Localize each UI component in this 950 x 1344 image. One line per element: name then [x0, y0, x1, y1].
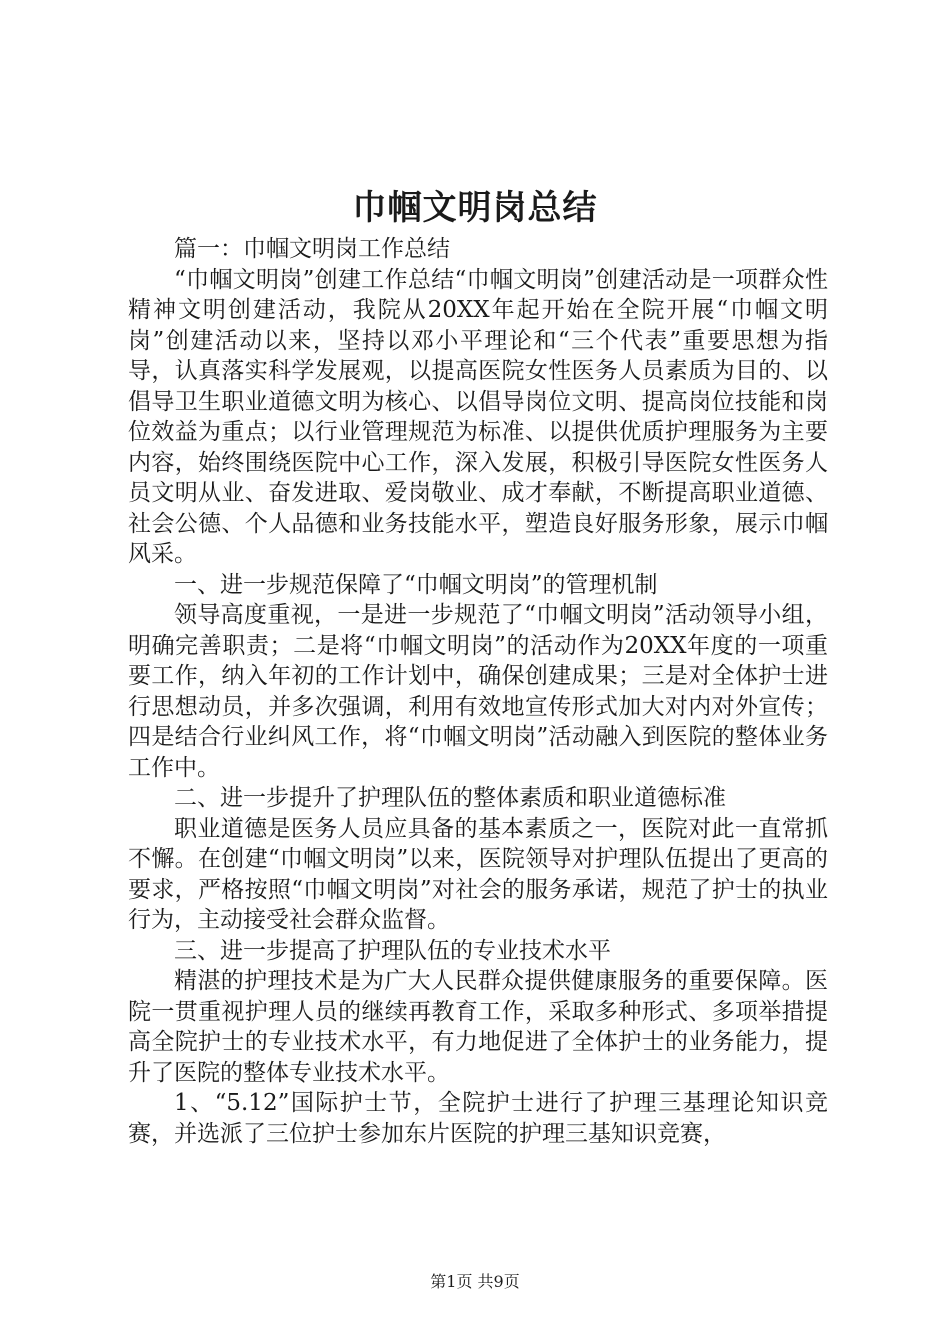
document-body — [128, 234, 828, 1149]
page-number-footer: 第1页 共9页 — [430, 1272, 520, 1291]
section-heading: 二、进一步提升了护理队伍的整体素质和职业道德标准 — [174, 785, 726, 811]
section-heading: 篇一：巾帼文明岗工作总结 — [174, 236, 450, 262]
body-paragraph: 1、“5.12”国际护士节，全院护士进行了护理三基理论知识竞赛，并选派了三位护士参加东片医院的护理三基知识竞赛， — [128, 1090, 828, 1147]
body-paragraph: “巾帼文明岗”创建工作总结“巾帼文明岗”创建活动是一项群众性精神文明创建活动，我院从20XX年起开始在全院开展“巾帼文明岗”创建活动以来，坚持以邓小平理论和“三个代表”重要思想为指导，认真落实科学发展观，以提高医院女性医务人员素质为目的、以倡导卫生职业道德文明为核心、以倡导岗位文明、提高岗位技能和岗位效益为重点；以行业管理规范为标准、以提供优质护理服务为主要内容，始终围绕医院中心工作，深入发展，积极引导医院女性医务人员文明从业、奋发进取、爱岗敬业、成才奉献，不断提高职业道德、社会公德、个人品德和业务技能水平，塑造良好服务形象，展示巾帼风采。 — [128, 266, 828, 567]
body-paragraph: 精湛的护理技术是为广大人民群众提供健康服务的重要保障。医院一贯重视护理人员的继续再教育工作，采取多种形式、多项举措提高全院护士的专业技术水平，有力地促进了全体护士的业务能力，提升了医院的整体专业技术水平。 — [128, 968, 828, 1086]
body-paragraph: 领导高度重视，一是进一步规范了“巾帼文明岗”活动领导小组，明确完善职责；二是将“巾帼文明岗”的活动作为20XX年度的一项重要工作，纳入年初的工作计划中，确保创建成果；三是对全体护士进行思想动员，并多次强调，利用有效地宣传形式加大对内对外宣传；四是结合行业纠风工作，将“巾帼文明岗”活动融入到医院的整体业务工作中。 — [128, 602, 828, 781]
section-heading: 一、进一步规范保障了“巾帼文明岗”的管理机制 — [174, 571, 658, 598]
section-heading: 三、进一步提高了护理队伍的专业技术水平 — [174, 937, 611, 964]
document-title: 巾帼文明岗总结 — [352, 188, 598, 228]
body-paragraph: 职业道德是医务人员应具备的基本素质之一，医院对此一直常抓不懈。在创建“巾帼文明岗”以来，医院领导对护理队伍提出了更高的要求，严格按照“巾帼文明岗”对社会的服务承诺，规范了护士的执业行为，主动接受社会群众监督。 — [128, 815, 828, 933]
